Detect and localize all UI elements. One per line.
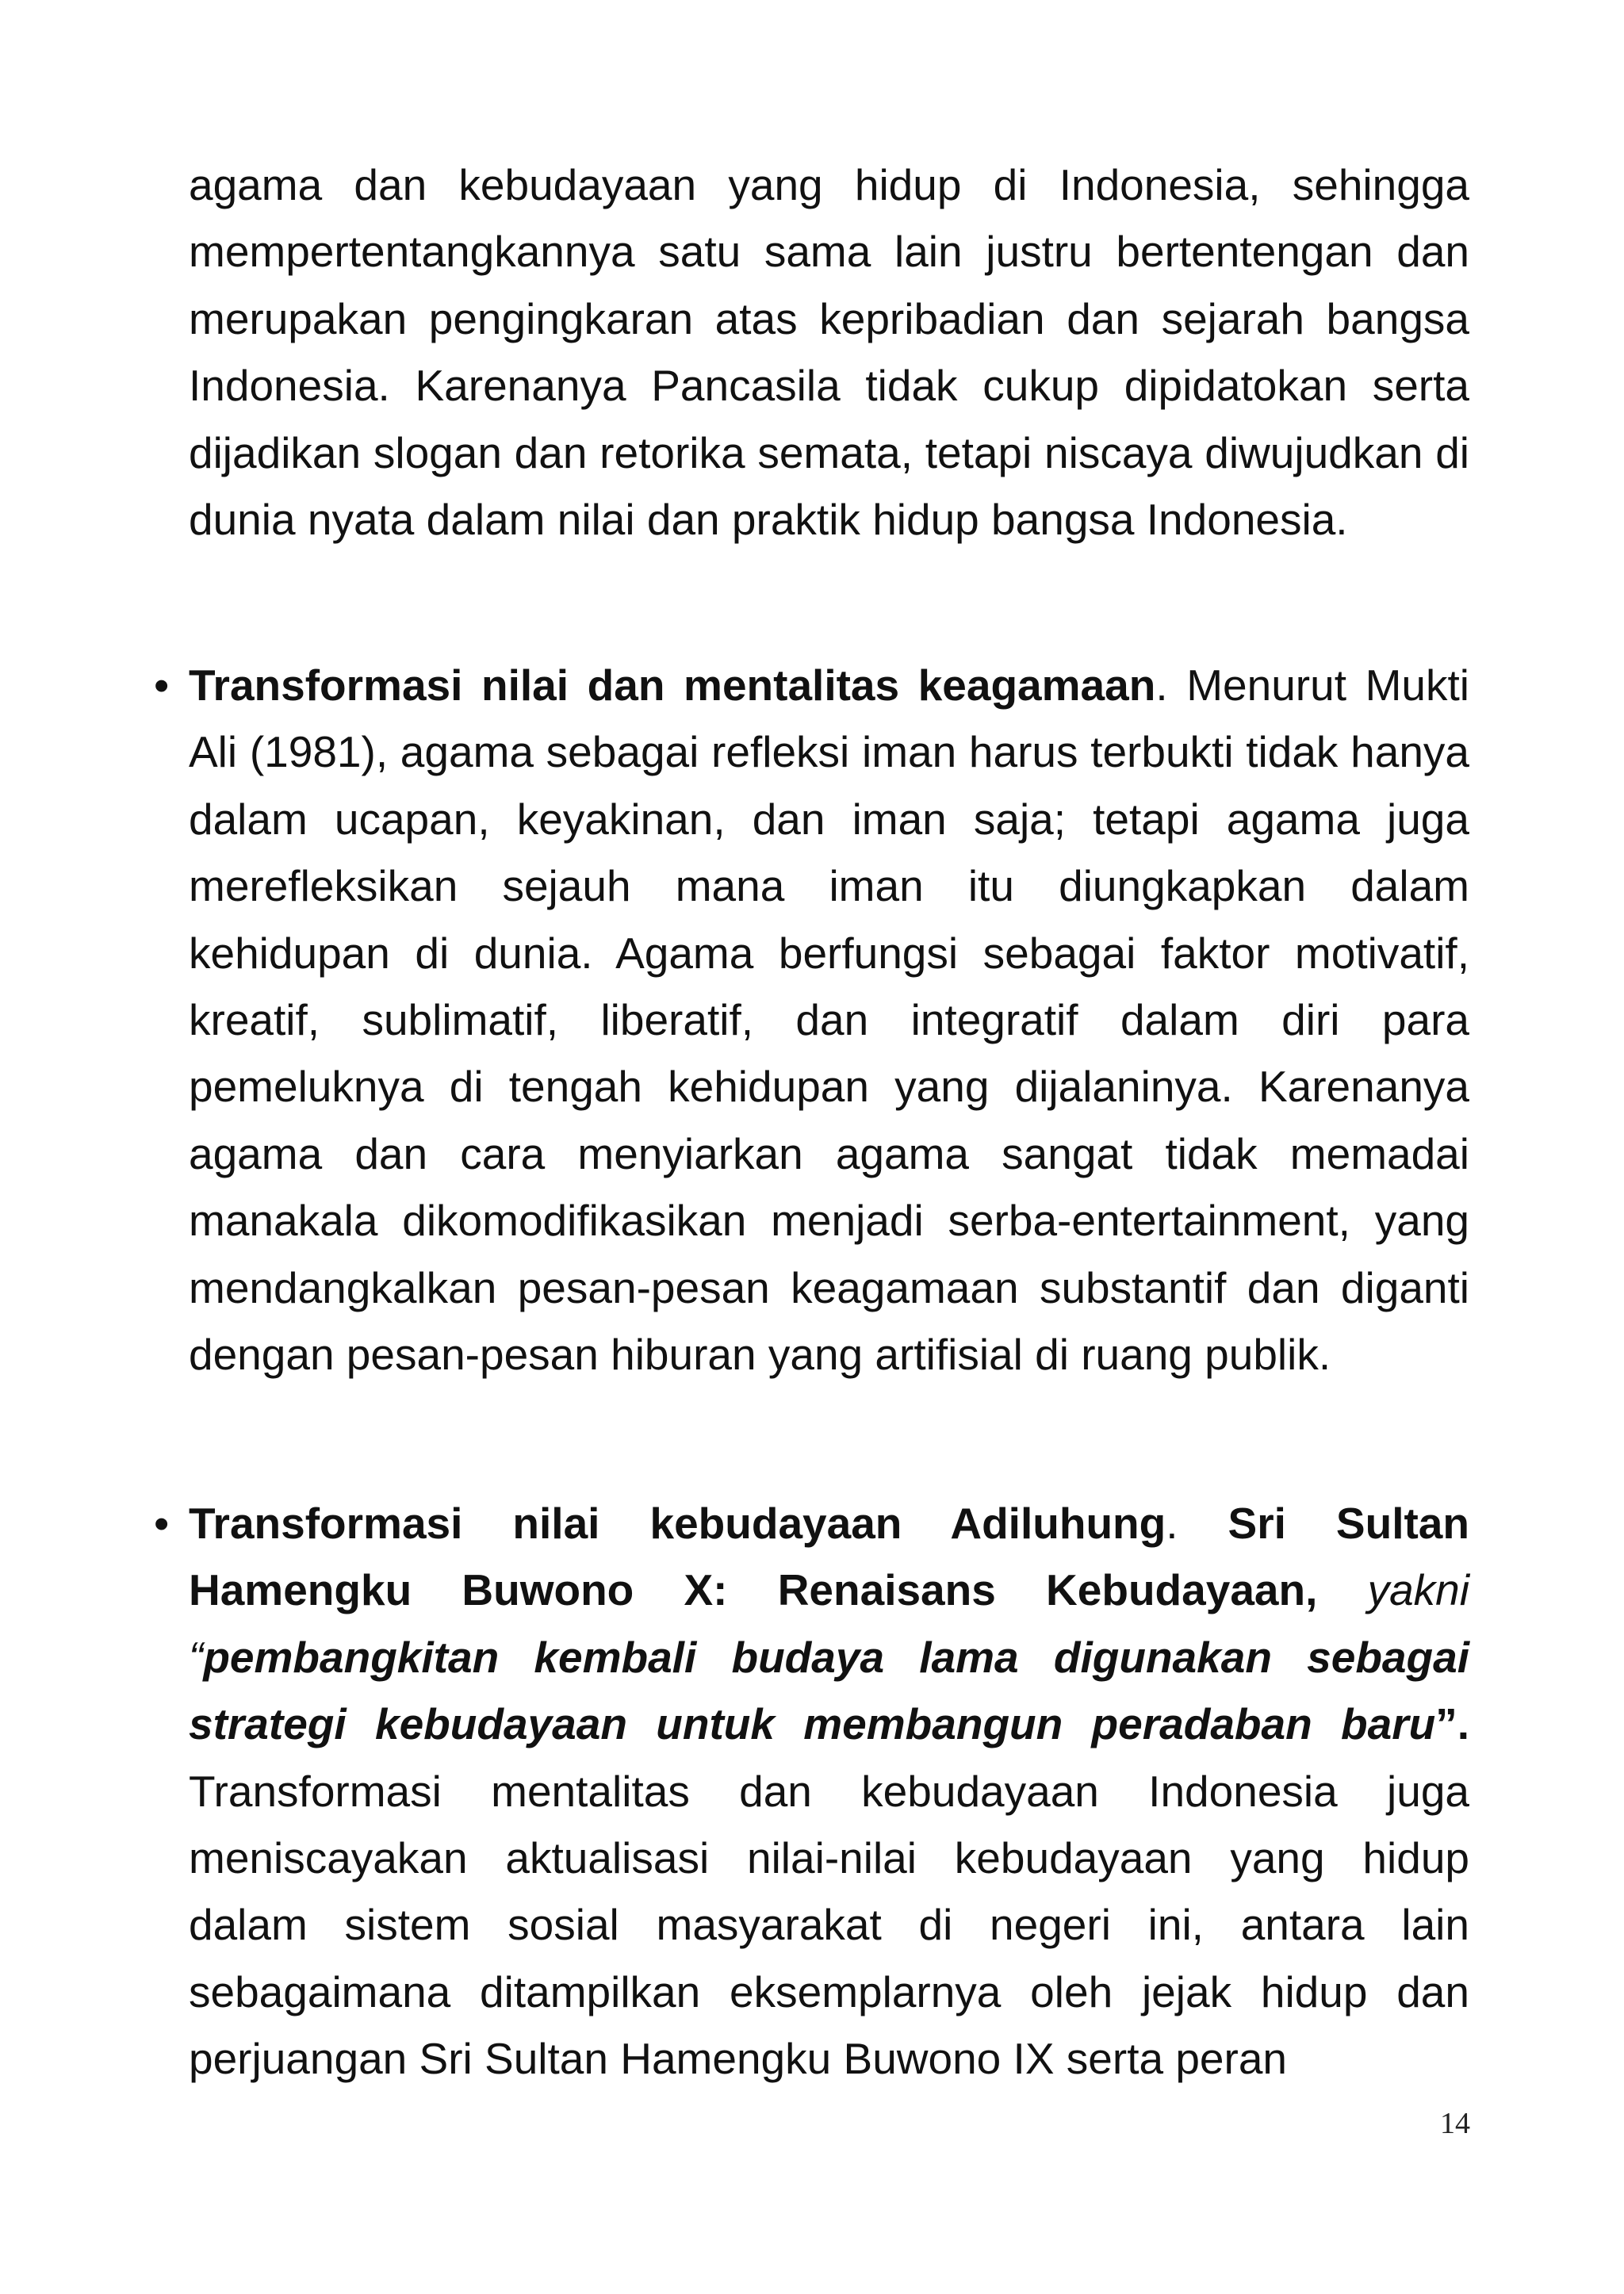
bullet-quote: pembangkitan kembali budaya lama digunakan sebagai strategi kebudayaan untuk membangun peradaban baru	[189, 1632, 1469, 1749]
bullet-heading-end: .	[1166, 1499, 1178, 1548]
bullet-heading: Transformasi nilai kebudayaan Adiluhung	[189, 1499, 1166, 1548]
quote-close-mark: ”.	[1435, 1699, 1469, 1749]
bullet-body: Menurut Mukti Ali (1981), agama sebagai refleksi iman harus terbukti tidak hanya dalam ucapan, keyakinan, dan iman saja; tetapi agama juga merefleksikan sejauh mana iman itu diungkapkan dalam kehidupan di dunia. Agama berfungsi sebagai faktor motivatif, kreatif, sublimatif, liberatif, dan integratif dalam diri para pemeluknya di tengah kehidupan yang dijalaninya. Karenanya agama dan cara menyiarkan agama sangat tidak memadai manakala dikomodifikasikan menjadi serba-entertainment, yang mendangkalkan pesan-pesan keagamaan substantif dan diganti dengan pesan-pesan hiburan yang artifisial di ruang publik.	[189, 661, 1469, 1380]
bullet-body: Transformasi mentalitas dan kebudayaan Indonesia juga meniscayakan aktualisasi nilai-nilai kebudayaan yang hidup dalam sistem sosial masyarakat di negeri ini, antara lain sebagaimana ditampilkan eksemplarnya oleh jejak hidup dan perjuangan Sri Sultan Hamengku Buwono IX serta peran	[189, 1766, 1469, 2084]
bullet-item-religious-transformation	[154, 652, 1469, 1388]
quote-open-mark: “	[189, 1632, 204, 1682]
bullet-italic-word: yakni	[1317, 1565, 1469, 1615]
bullet-heading: Transformasi nilai dan mentalitas keagamaan	[189, 661, 1156, 710]
bullet-marker: •	[154, 661, 170, 710]
continuation-paragraph	[189, 151, 1469, 553]
bullet-item-cultural-transformation	[154, 1490, 1469, 2093]
continuation-paragraph-text: agama dan kebudayaan yang hidup di Indonesia, sehingga mempertentangkannya satu sama lain justru bertentengan dan merupakan pengingkaran atas kepribadian dan sejarah bangsa Indonesia. Karenanya Pancasila tidak cukup dipidatokan serta dijadikan slogan dan retorika semata, tetapi niscaya diwujudkan di dunia nyata dalam nilai dan praktik hidup bangsa Indonesia.	[189, 160, 1469, 545]
bullet-paragraph	[189, 1490, 1469, 2093]
bullet-heading-end: .	[1155, 661, 1168, 710]
bullet-paragraph	[189, 652, 1469, 1388]
page-number: 14	[1440, 2107, 1470, 2140]
bullet-subheading: Sri Sultan Hamengku Buwono X: Renaisans Kebudayaan,	[189, 1499, 1469, 1615]
bullet-marker: •	[154, 1499, 170, 1548]
